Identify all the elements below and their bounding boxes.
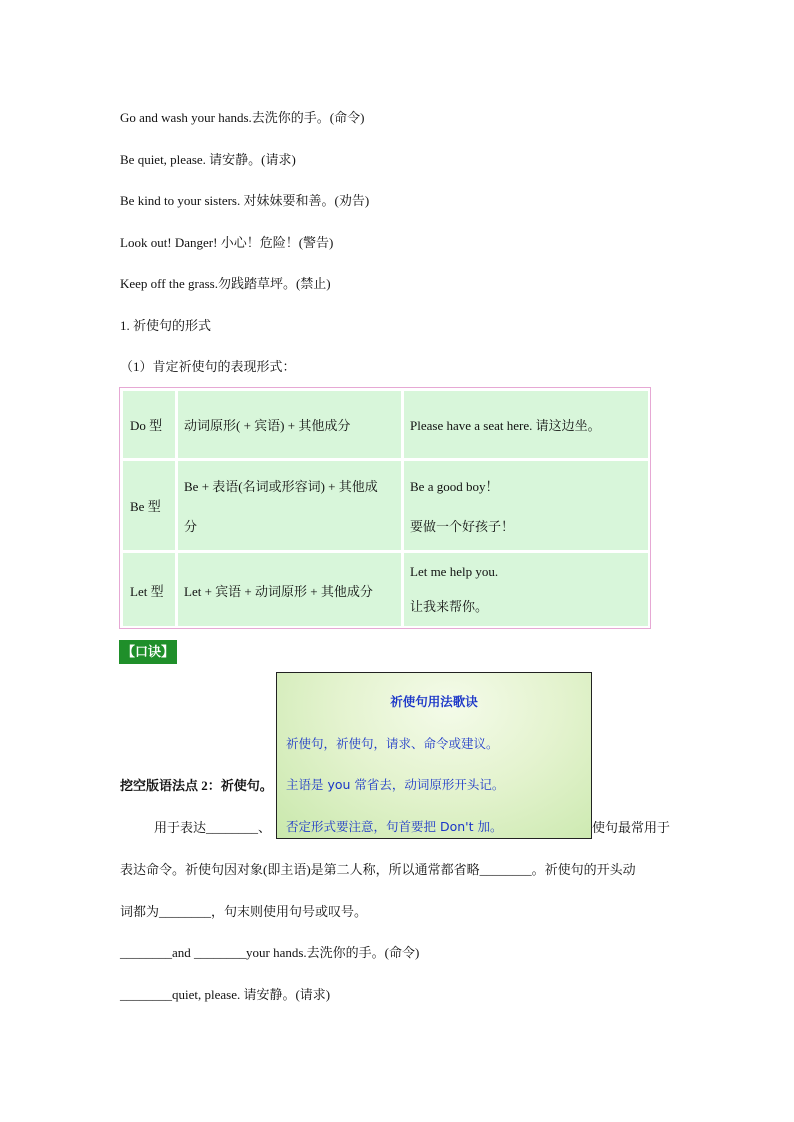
fill-blank-line-2: ________quiet, please. 请安静。(请求) [120,987,331,1002]
exercise-paragraph-line1-right: 使句最常用于 [592,820,671,835]
row-type-be: Be 型 [130,499,161,514]
example-line-prohibition: Keep off the grass.勿践踏草坪。(禁止) [120,276,331,291]
sub-heading: （1）肯定祈使句的表现形式： [120,359,296,374]
exercise-paragraph-line2: 表达命令。祈使句因对象(即主语)是第二人称，所以通常都省略________。祈使句的开头动 [120,862,636,877]
row-structure-be-line1: Be + 表语(名词或形容词) + 其他成 [184,479,378,494]
popup-title: 祈使句用法歌诀 [390,694,478,709]
row-example-let-line2: 让我来帮你。 [410,599,489,614]
row-example-be-line2: 要做一个好孩子！ [410,519,515,534]
exercise-heading: 挖空版语法点 2：祈使句。 [120,778,273,793]
row-example-let-line1: Let me help you. [410,564,499,579]
example-line-advice: Be kind to your sisters. 对妹妹要和善。(劝告) [120,193,370,208]
popup-line-1: 祈使句，祈使句，请求、命令或建议。 [286,736,499,751]
table-cell-example [404,391,648,458]
section-heading: 1. 祈使句的形式 [120,318,212,333]
table-cell-example [404,553,648,626]
table-cell-example [404,461,648,550]
row-example-do: Please have a seat here. 请这边坐。 [410,418,601,433]
row-example-be-line1: Be a good boy！ [410,479,499,494]
table-cell-type [123,553,175,626]
row-type-do: Do 型 [130,418,163,433]
mnemonic-badge: 【口诀】 [119,640,177,664]
fill-blank-line-1: ________and ________your hands.去洗你的手。(命令) [120,945,420,960]
exercise-paragraph-line3: 词都为________，句末则使用句号或叹号。 [120,904,368,919]
table-cell-structure [178,391,401,458]
table-cell-structure [178,553,401,626]
table-cell-structure [178,461,401,550]
exercise-paragraph-line1-left: 用于表达________、 [154,820,272,835]
popup-line-3: 否定形式要注意，句首要把 Don't 加。 [286,819,503,834]
row-structure-let: Let + 宾语 + 动词原形 + 其他成分 [184,584,373,599]
imperative-forms-table [119,387,651,629]
example-line-request: Be quiet, please. 请安静。(请求) [120,152,296,167]
row-type-let: Let 型 [130,584,164,599]
table-cell-type [123,461,175,550]
example-line-command: Go and wash your hands.去洗你的手。(命令) [120,110,365,125]
table-cell-type [123,391,175,458]
mnemonic-popup [276,672,592,839]
popup-line-2: 主语是 you 常省去，动词原形开头记。 [286,777,505,792]
row-structure-do: 动词原形( + 宾语) + 其他成分 [184,418,351,433]
row-structure-be-line2: 分 [184,519,198,534]
example-line-warning: Look out! Danger! 小心！危险！(警告) [120,235,334,250]
